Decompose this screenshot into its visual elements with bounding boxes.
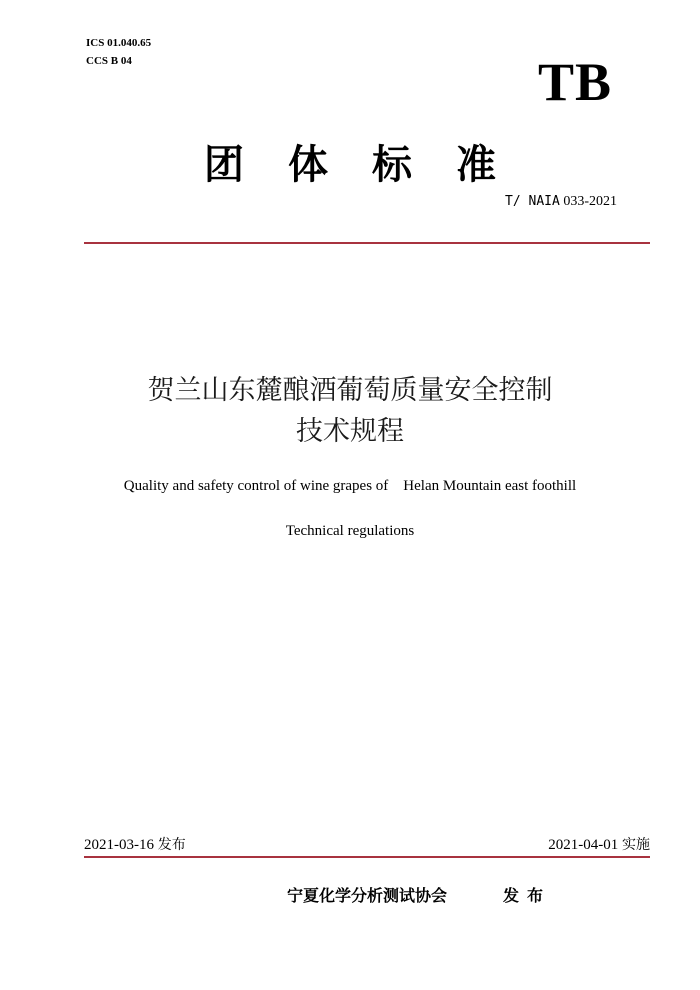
title-cn-line-1: 贺兰山东麓酿酒葡萄质量安全控制 [147, 375, 553, 406]
ccs-code: CCS B 04 [86, 55, 132, 67]
title-en-line-1: Quality and safety control of wine grapes of Helan Mountain east foothill [123, 478, 577, 494]
title-en-line-2: Technical regulations [285, 523, 415, 539]
publisher-name: 宁夏化学分析测试协会 [287, 886, 448, 905]
issue-label: 发布 [157, 837, 186, 853]
issue-date-value: 2021-03-16 [84, 837, 154, 853]
standard-number-prefix: T/ NAIA [505, 194, 560, 209]
title-cn-line-2: 技术规程 [296, 416, 404, 447]
standard-type-heading: 团体标准 [204, 142, 540, 188]
ics-code: ICS 01.040.65 [86, 37, 152, 49]
standard-number [505, 193, 617, 211]
tb-logo: TB [537, 52, 612, 112]
standard-number-value: 033-2021 [563, 194, 617, 209]
bottom-divider [84, 856, 650, 858]
issue-date [84, 835, 186, 855]
implement-date [548, 835, 650, 855]
top-divider [84, 242, 650, 244]
publish-label: 发布 [503, 886, 552, 905]
implement-label: 实施 [622, 837, 650, 853]
implement-date-value: 2021-04-01 [548, 837, 619, 853]
